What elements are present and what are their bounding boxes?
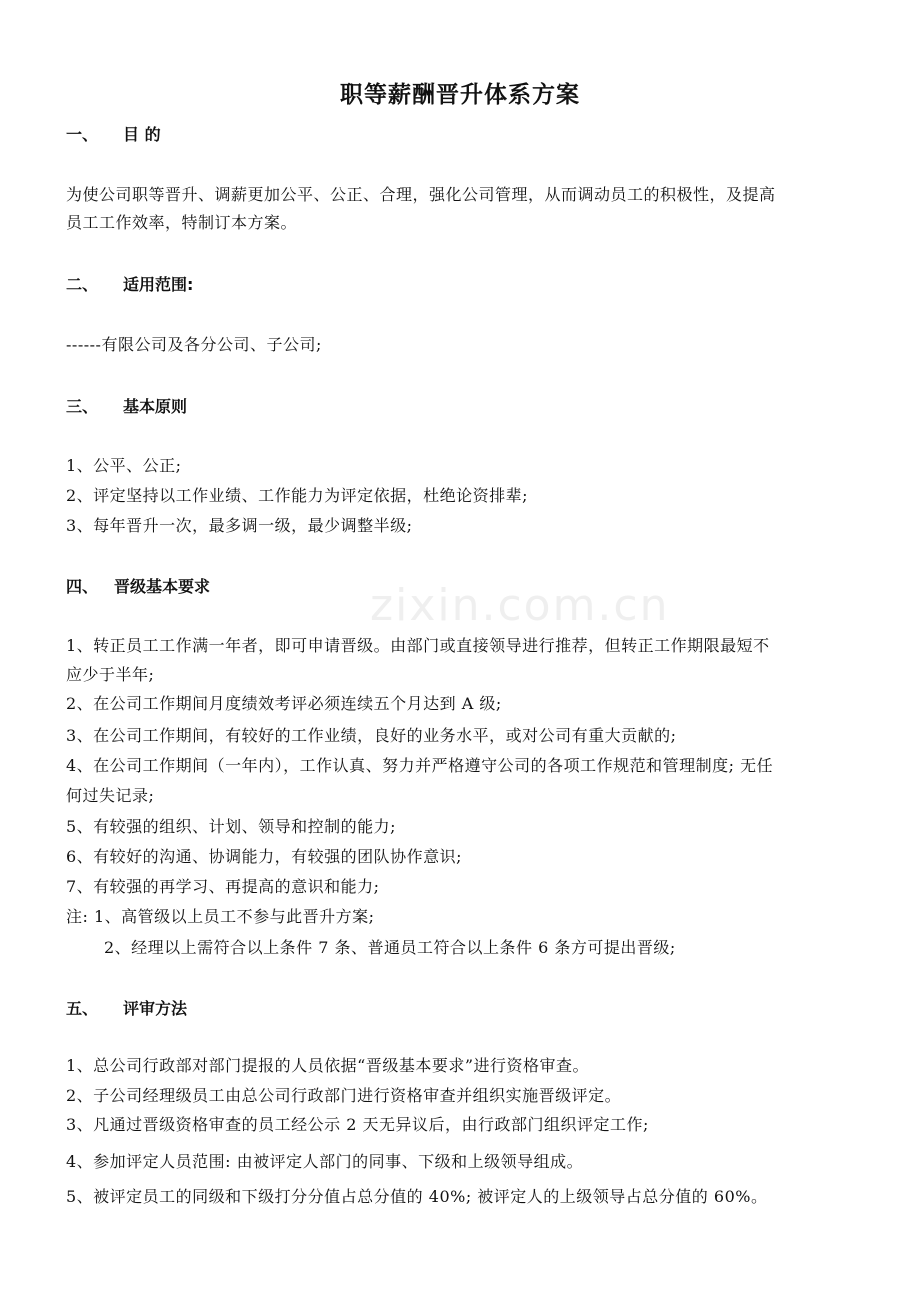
section-heading-scope [66, 272, 194, 295]
list-item: 6、有较好的沟通、协调能力，有较强的团队协作意识; [66, 847, 463, 866]
section-number: 四、 [66, 577, 99, 596]
list-item: 2、子公司经理级员工由总公司行政部门进行资格审查并组织实施晋级评定。 [66, 1086, 622, 1105]
note-item: 2、经理以上需符合以上条件 7 条、普通员工符合以上条件 6 条方可提出晋级; [104, 938, 676, 957]
section-number: 五、 [66, 999, 99, 1018]
list-item: 5、有较强的组织、计划、领导和控制的能力; [66, 817, 397, 836]
list-item: 何过失记录; [66, 786, 155, 805]
section-heading-review-method [66, 996, 188, 1019]
section-heading-requirements [66, 574, 211, 597]
section-heading-principles [66, 394, 188, 417]
list-item: 4、参加评定人员范围: 由被评定人部门的同事、下级和上级领导组成。 [66, 1152, 584, 1171]
list-item: 1、公平、公正; [66, 456, 182, 475]
list-item: 3、每年晋升一次，最多调一级，最少调整半级; [66, 516, 413, 535]
section-number: 一、 [66, 125, 99, 144]
list-item: 应少于半年; [66, 665, 155, 684]
list-item: 1、转正员工工作满一年者，即可申请晋级。由部门或直接领导进行推荐，但转正工作期限最短不 [66, 636, 770, 655]
list-item: 5、被评定员工的同级和下级打分分值占总分值的 40%; 被评定人的上级领导占总分值的 60%。 [66, 1187, 768, 1206]
list-item: 4、在公司工作期间（一年内），工作认真、努力并严格遵守公司的各项工作规范和管理制度; 无任 [66, 756, 774, 775]
section-label: 目 的 [123, 125, 161, 144]
list-item: 2、在公司工作期间月度绩效考评必须连续五个月达到 A 级; [66, 694, 502, 713]
list-item: 3、在公司工作期间，有较好的工作业绩，良好的业务水平，或对公司有重大贡献的; [66, 726, 677, 745]
section-heading-purpose [66, 122, 161, 145]
paragraph-line: 员工工作效率，特制订本方案。 [66, 213, 298, 232]
paragraph-line: ------有限公司及各分公司、子公司; [66, 335, 322, 354]
note-item: 注: 1、高管级以上员工不参与此晋升方案; [66, 907, 375, 926]
section-label: 适用范围: [123, 275, 194, 294]
section-label: 基本原则 [123, 397, 188, 416]
paragraph-line: 为使公司职等晋升、调薪更加公平、公正、合理，强化公司管理，从而调动员工的积极性，及提高 [66, 185, 776, 204]
section-number: 三、 [66, 397, 99, 416]
section-label: 晋级基本要求 [114, 577, 211, 596]
list-item: 1、总公司行政部对部门提报的人员依据“晋级基本要求”进行资格审查。 [66, 1056, 590, 1075]
watermark: zixin.com.cn [370, 580, 670, 631]
list-item: 3、凡通过晋级资格审查的员工经公示 2 天无异议后，由行政部门组织评定工作; [66, 1115, 649, 1134]
list-item: 7、有较强的再学习、再提高的意识和能力; [66, 877, 380, 896]
section-label: 评审方法 [123, 999, 188, 1018]
list-item: 2、评定坚持以工作业绩、工作能力为评定依据，杜绝论资排辈; [66, 486, 529, 505]
document-title: 职等薪酬晋升体系方案 [340, 82, 580, 108]
section-number: 二、 [66, 275, 99, 294]
